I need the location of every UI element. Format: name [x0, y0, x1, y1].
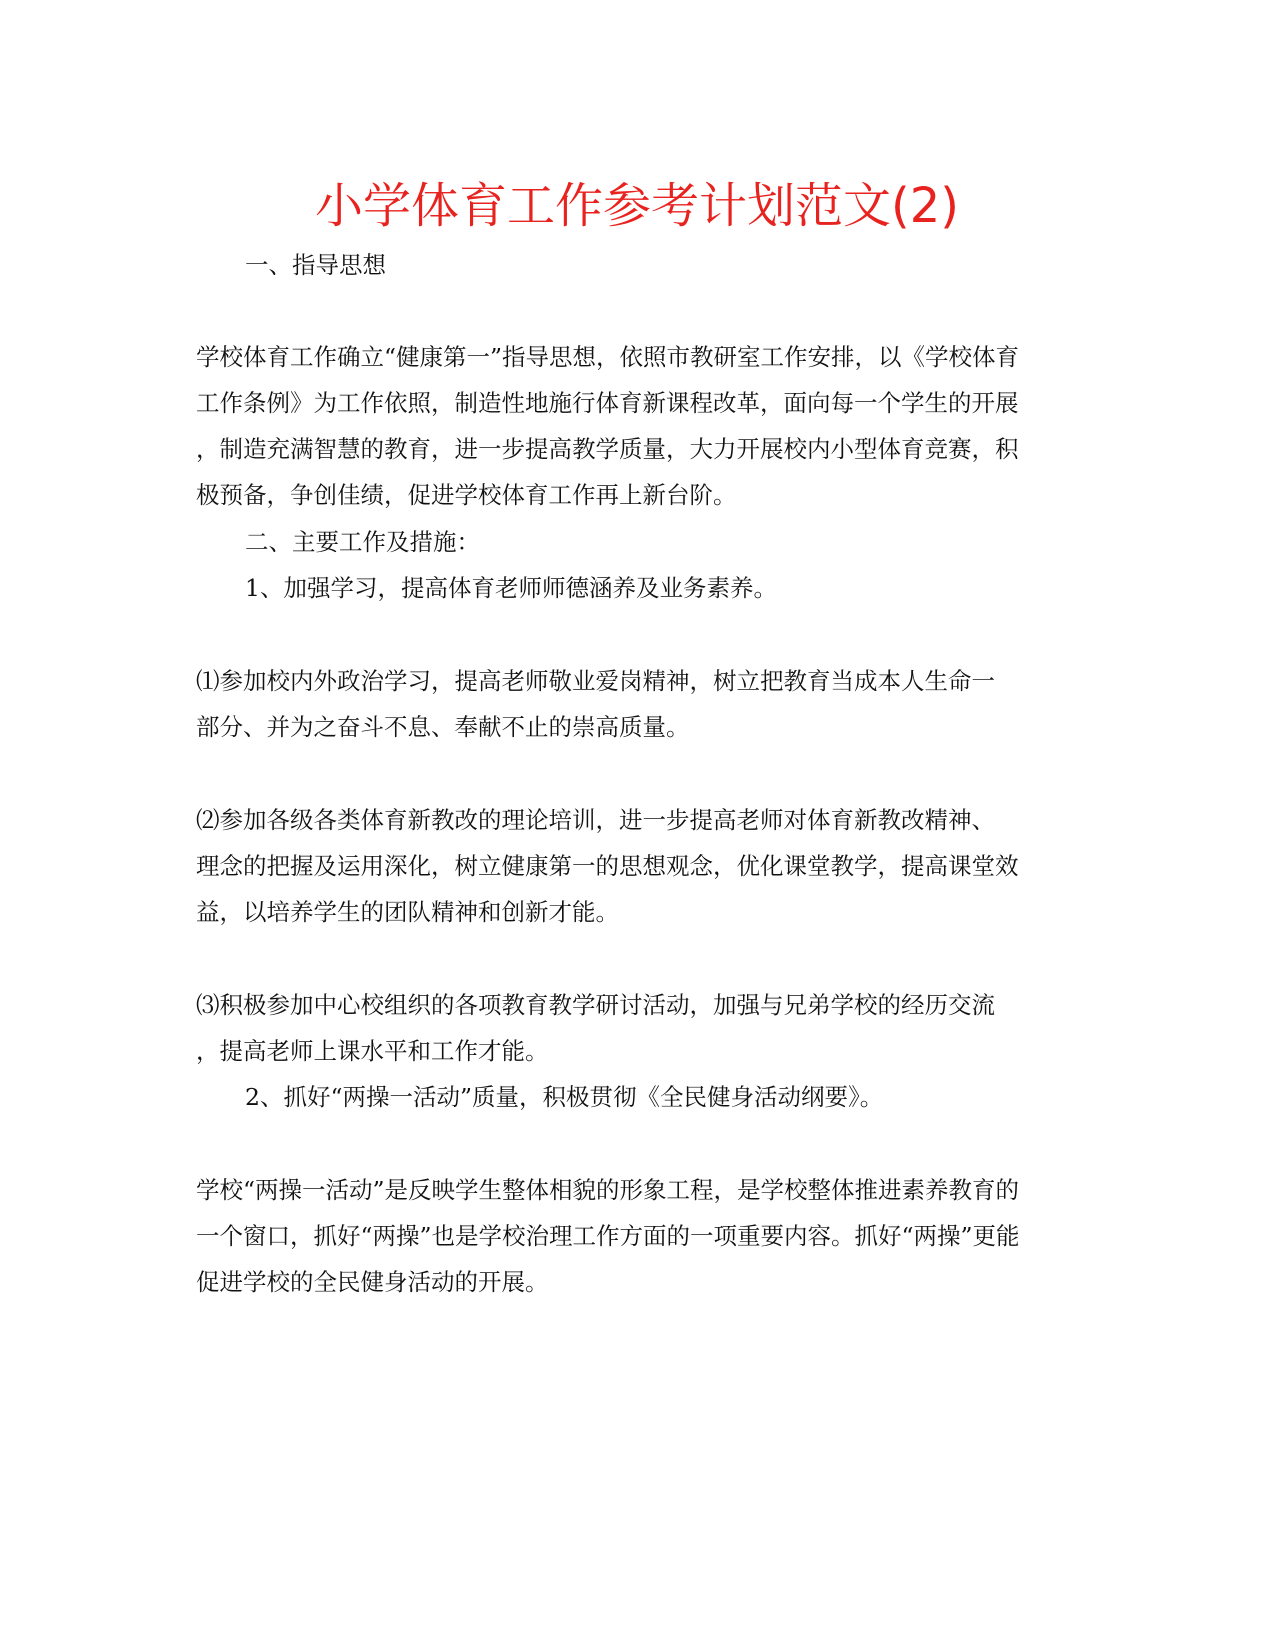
paragraph-line: ，制造充满智慧的教育，进一步提高教学质量，大力开展校内小型体育竞赛，积	[196, 435, 1019, 463]
paragraph-line: 一个窗口，抓好“两操”也是学校治理工作方面的一项重要内容。抓好“两操”更能	[196, 1222, 1020, 1250]
paragraph-line: ⑵参加各级各类体育新教改的理论培训，进一步提高老师对体育新教改精神、	[196, 806, 995, 834]
paragraph-line: 学校体育工作确立“健康第一”指导思想，依照市教研室工作安排，以《学校体育	[196, 343, 1020, 371]
paragraph-line: 学校“两操一活动”是反映学生整体相貌的形象工程，是学校整体推进素养教育的	[196, 1176, 1020, 1204]
subsection-heading: 1、加强学习，提高体育老师师德涵养及业务素养。	[245, 574, 777, 602]
paragraph-line: ，提高老师上课水平和工作才能。	[196, 1037, 549, 1065]
paragraph-line: ⑴参加校内外政治学习，提高老师敬业爱岗精神，树立把教育当成本人生命一	[196, 667, 995, 695]
paragraph-line: 极预备，争创佳绩，促进学校体育工作再上新台阶。	[196, 481, 737, 509]
paragraph-line: 工作条例》为工作依照，制造性地施行体育新课程改革，面向每一个学生的开展	[196, 389, 1019, 417]
paragraph-line: ⑶积极参加中心校组织的各项教育教学研讨活动，加强与兄弟学校的经历交流	[196, 991, 995, 1019]
section-heading: 一、指导思想	[245, 251, 386, 279]
section-heading: 二、主要工作及措施：	[245, 528, 480, 556]
subsection-heading: 2、抓好“两操一活动”质量，积极贯彻《全民健身活动纲要》。	[245, 1083, 884, 1111]
paragraph-line: 促进学校的全民健身活动的开展。	[196, 1268, 549, 1296]
paragraph-line: 理念的把握及运用深化，树立健康第一的思想观念，优化课堂教学，提高课堂效	[196, 852, 1019, 880]
document-title: 小学体育工作参考计划范文(2)	[315, 178, 959, 234]
paragraph-line: 部分、并为之奋斗不息、奉献不止的崇高质量。	[196, 713, 690, 741]
paragraph-line: 益，以培养学生的团队精神和创新才能。	[196, 898, 619, 926]
